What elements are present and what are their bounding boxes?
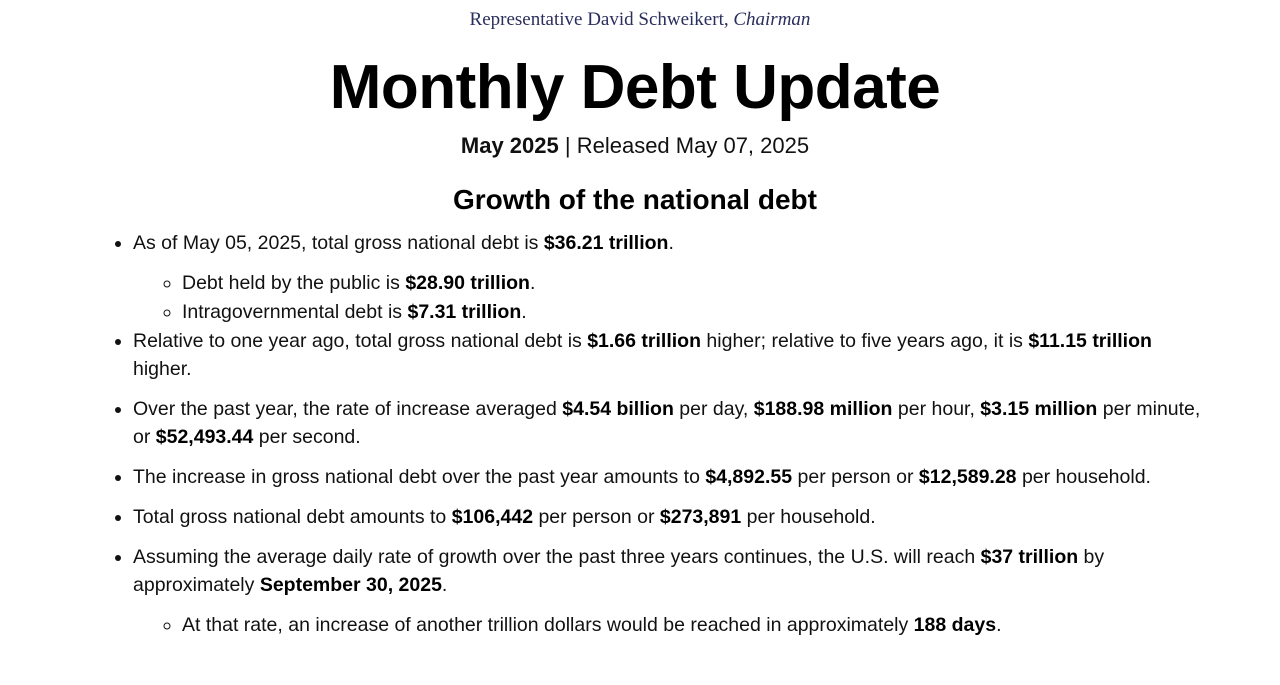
section-title: Growth of the national debt <box>453 184 817 215</box>
page-title: Monthly Debt Update <box>329 53 941 122</box>
list-item-text: by approximately <box>133 546 1105 596</box>
dateline-separator: | <box>564 133 571 158</box>
debt-per-person-value: $106,442 <box>451 506 534 528</box>
dateline <box>0 133 1270 159</box>
list-item-text: At that rate, an increase of another trillion dollars would be reached in approximately <box>182 614 914 636</box>
list-item-text: higher; relative to five years ago, it is <box>701 330 1029 352</box>
sub-item-intragovernmental-debt <box>182 298 1203 326</box>
list-item-text: per person or <box>792 466 919 488</box>
list-item-text: . <box>529 272 536 294</box>
projection-date-value: September 30, 2025 <box>259 574 442 596</box>
list-item-text: higher. <box>133 358 192 380</box>
release-date: Released May 07, 2025 <box>576 133 810 158</box>
list-item-increase-per-capita <box>133 463 1203 491</box>
per-day-value: $4.54 billion <box>562 398 674 420</box>
per-minute-value: $3.15 million <box>980 398 1098 420</box>
list-item-rate-of-increase <box>133 395 1203 451</box>
list-item-text: As of May 05, 2025, total gross national debt is <box>133 232 544 254</box>
sub-item-public-debt <box>182 269 1203 297</box>
intragovernmental-debt-value: $7.31 trillion <box>407 301 522 323</box>
projection-detail-list <box>182 611 1203 639</box>
report-month: May 2025 <box>460 133 559 158</box>
list-item-text: . <box>668 232 674 254</box>
days-to-trillion-value: 188 days <box>913 614 997 636</box>
debt-breakdown-list <box>182 269 1203 326</box>
list-item-text: Intragovernmental debt is <box>182 301 408 323</box>
list-item-text: Relative to one year ago, total gross national debt is <box>133 330 588 352</box>
representative-name: Representative David Schweikert, <box>469 9 729 30</box>
projection-target-value: $37 trillion <box>980 546 1079 568</box>
list-item-text: Total gross national debt amounts to <box>133 506 452 528</box>
representative-role: Chairman <box>733 9 811 30</box>
debt-per-household-value: $273,891 <box>659 506 742 528</box>
list-item-text: . <box>441 574 448 596</box>
header-representative <box>0 9 1280 31</box>
list-item-text: per household. <box>741 506 876 528</box>
five-year-growth-value: $11.15 trillion <box>1028 330 1152 352</box>
one-year-growth-value: $1.66 trillion <box>587 330 701 352</box>
list-item-total-debt <box>133 229 1203 326</box>
list-item-text: per household. <box>1016 466 1151 488</box>
public-debt-value: $28.90 trillion <box>405 272 530 294</box>
list-item-text: . <box>996 614 1002 636</box>
list-item-text: . <box>521 301 527 323</box>
debt-facts-list <box>133 229 1203 640</box>
per-hour-value: $188.98 million <box>753 398 893 420</box>
list-item-text: per person or <box>533 506 660 528</box>
list-item-text: Over the past year, the rate of increase averaged <box>133 398 563 420</box>
list-item-text: per hour, <box>892 398 981 420</box>
list-item-relative-growth <box>133 327 1203 383</box>
list-item-text: The increase in gross national debt over the past year amounts to <box>133 466 706 488</box>
list-item-text: Debt held by the public is <box>182 272 406 294</box>
list-item-text: Assuming the average daily rate of growth over the past three years continues, the U.S. will reach <box>133 546 981 568</box>
total-debt-value: $36.21 trillion <box>543 232 669 254</box>
sub-item-trillion-days <box>182 611 1203 639</box>
increase-per-household-value: $12,589.28 <box>918 466 1017 488</box>
increase-per-person-value: $4,892.55 <box>705 466 793 488</box>
list-item-debt-per-capita <box>133 503 1203 531</box>
per-second-value: $52,493.44 <box>155 426 254 448</box>
list-item-text: per second. <box>253 426 361 448</box>
list-item-projection <box>133 543 1203 639</box>
list-item-text: per minute, or <box>133 398 1201 448</box>
list-item-text: per day, <box>673 398 754 420</box>
